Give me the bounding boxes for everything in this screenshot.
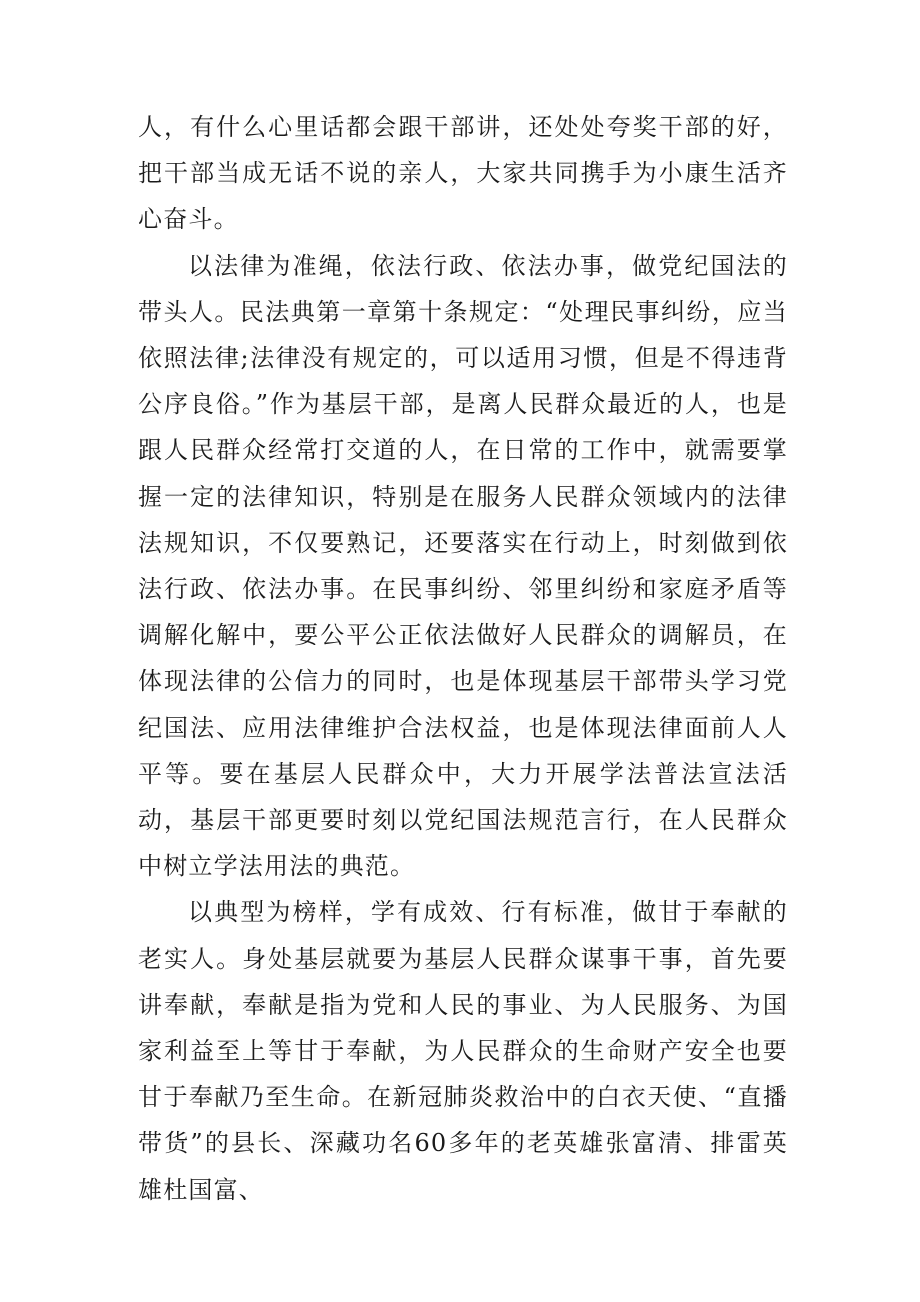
document-body (138, 104, 788, 1213)
paragraph-2: 以法律为准绳，依法行政、依法办事，做党纪国法的带头人。民法典第一章第十条规定：“处理民事纠纷，应当依照法律;法律没有规定的，可以适用习惯，但是不得违背公序良俗。”作为基层干部，是离人民群众最近的人，也是跟人民群众经常打交道的人，在日常的工作中，就需要掌握一定的法律知识，特别是在服务人民群众领域内的法律法规知识，不仅要熟记，还要落实在行动上，时刻做到依法行政、依法办事。在民事纠纷、邻里纠纷和家庭矛盾等调解化解中，要公平公正依法做好人民群众的调解员，在体现法律的公信力的同时，也是体现基层干部带头学习党纪国法、应用法律维护合法权益，也是体现法律面前人人平等。要在基层人民群众中，大力开展学法普法宣法活动，基层干部更要时刻以党纪国法规范言行，在人民群众中树立学法用法的典范。 (138, 251, 788, 881)
paragraph-3: 以典型为榜样，学有成效、行有标准，做甘于奉献的老实人。身处基层就要为基层人民群众谋事干事，首先要讲奉献，奉献是指为党和人民的事业、为人民服务、为国家利益至上等甘于奉献，为人民群众的生命财产安全也要甘于奉献乃至生命。在新冠肺炎救治中的白衣天使、“直播带货”的县长、深藏功名60多年的老英雄张富清、排雷英雄杜国富、 (138, 898, 788, 1204)
paragraph-1: 人，有什么心里话都会跟干部讲，还处处夸奖干部的好，把干部当成无话不说的亲人，大家共同携手为小康生活齐心奋斗。 (138, 113, 788, 234)
